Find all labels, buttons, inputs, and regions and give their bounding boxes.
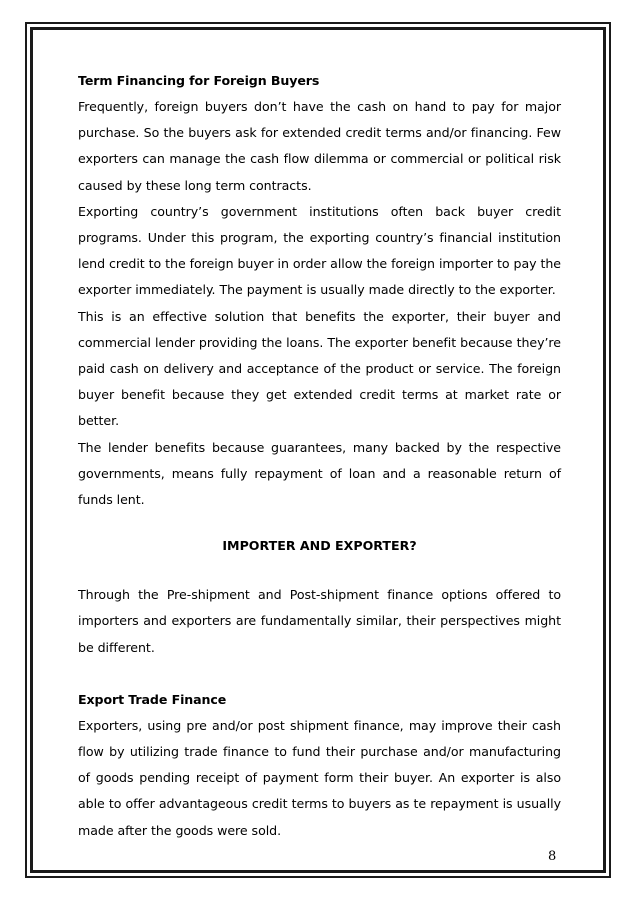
paragraph: Through the Pre-shipment and Post-shipment finance options offered to importers and exporters are fundamentally similar, their perspectives might be different. bbox=[78, 587, 561, 655]
document-body bbox=[78, 68, 561, 844]
paragraph: This is an effective solution that benefits the exporter, their buyer and commercial lender providing the loans. The exporter benefit because they’re paid cash on delivery and acceptance of the product or service. The foreign buyer benefit because they get extended credit terms at market rate or better. bbox=[78, 308, 561, 429]
page-number: 8 bbox=[548, 849, 557, 864]
paragraph: Exporting country’s government institutions often back buyer credit programs. Under this program, the exporting country’s financial institution lend credit to the foreign buyer in order allow the foreign importer to pay the exporter immediately. The payment is usually made directly to the exporter. bbox=[78, 203, 561, 298]
section-heading-export-trade-finance: Export Trade Finance bbox=[78, 691, 227, 707]
section-heading-term-financing: Term Financing for Foreign Buyers bbox=[78, 73, 320, 88]
paragraph: Exporters, using pre and/or post shipment finance, may improve their cash flow by utilizing trade finance to fund their purchase and/or manufacturing of goods pending receipt of payment form their buyer. An exporter is also able to offer advantageous credit terms to buyers as te repayment is usually made after the goods were sold. bbox=[78, 717, 561, 838]
paragraph: Frequently, foreign buyers don’t have the cash on hand to pay for major purchase. So the buyers ask for extended credit terms and/or financing. Few exporters can manage the cash flow dilemma or commercial or political risk caused by these long term contracts. bbox=[78, 99, 561, 193]
section-heading-importer-exporter: IMPORTER AND EXPORTER? bbox=[222, 538, 417, 554]
paragraph: The lender benefits because guarantees, many backed by the respective governments, means fully repayment of loan and a reasonable return of funds lent. bbox=[78, 439, 561, 508]
